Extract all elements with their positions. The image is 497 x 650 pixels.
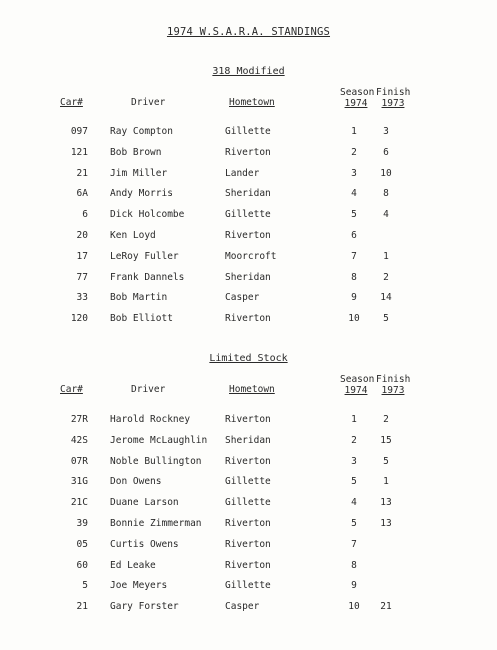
driver-name: Jerome McLaughlin (110, 434, 208, 446)
table-row (0, 292, 497, 306)
previous-finish: 8 (383, 188, 389, 200)
header-hometown: Hometown (229, 384, 275, 395)
section-title-modified: 318 Modified (212, 66, 285, 77)
hometown: Riverton (225, 146, 271, 158)
driver-name: Curtis Owens (110, 538, 179, 550)
table-row (0, 168, 497, 182)
table-row (0, 560, 497, 574)
table-row (0, 251, 497, 265)
car-number: 6A (76, 188, 88, 200)
hometown: Gillette (225, 476, 271, 488)
car-number: 6 (82, 209, 88, 221)
table-row (0, 414, 497, 428)
car-number: 121 (70, 146, 88, 158)
hometown: Gillette (225, 580, 271, 592)
season-rank: 5 (351, 518, 357, 529)
season-rank: 5 (351, 209, 357, 221)
car-number: 21 (76, 167, 88, 179)
driver-name: Bob Martin (110, 292, 168, 304)
car-number: 77 (76, 271, 88, 283)
season-rank: 6 (351, 230, 357, 241)
table-row (0, 188, 497, 202)
header-hometown: Hometown (229, 97, 275, 108)
car-number: 33 (76, 292, 88, 304)
car-number: 60 (76, 559, 88, 571)
driver-name: Don Owens (110, 476, 162, 488)
car-number: 21C (70, 497, 88, 509)
hometown: Gillette (225, 126, 271, 137)
table-row (0, 313, 497, 327)
hometown: Riverton (225, 538, 271, 550)
car-number: 20 (76, 230, 88, 241)
car-number: 07R (70, 455, 88, 467)
season-rank: 3 (351, 455, 357, 467)
previous-finish: 2 (383, 414, 389, 425)
car-number: 31G (70, 476, 88, 488)
car-number: 21 (76, 601, 88, 613)
header-car: Car# (60, 384, 83, 395)
driver-name: Andy Morris (110, 188, 173, 200)
season-rank: 10 (348, 601, 360, 613)
previous-finish: 4 (383, 209, 389, 221)
driver-name: Ken Loyd (110, 230, 156, 241)
season-rank: 9 (351, 292, 357, 304)
previous-finish: 21 (380, 601, 392, 613)
table-row (0, 456, 497, 470)
season-rank: 2 (351, 434, 357, 446)
driver-name: Jim Miller (110, 167, 168, 179)
car-number: 39 (76, 518, 88, 529)
season-rank: 5 (351, 476, 357, 488)
hometown: Sheridan (225, 271, 271, 283)
car-number: 17 (76, 250, 88, 262)
driver-name: Dick Holcombe (110, 209, 185, 221)
hometown: Riverton (225, 230, 271, 241)
driver-name: Joe Meyers (110, 580, 168, 592)
header-season: Season 1974 (340, 374, 375, 396)
season-rank: 8 (351, 559, 357, 571)
season-rank: 4 (351, 497, 357, 509)
driver-name: Harold Rockney (110, 414, 191, 425)
season-rank: 3 (351, 167, 357, 179)
table-row (0, 601, 497, 615)
hometown: Riverton (225, 518, 271, 529)
hometown: Riverton (225, 559, 271, 571)
driver-name: Frank Dannels (110, 271, 185, 283)
previous-finish: 6 (383, 146, 389, 158)
hometown: Gillette (225, 497, 271, 509)
car-number: 120 (70, 313, 88, 325)
season-rank: 7 (351, 538, 357, 550)
car-number: 42S (70, 434, 88, 446)
header-car: Car# (60, 97, 83, 108)
section-title-limited: Limited Stock (209, 353, 288, 364)
season-rank: 8 (351, 271, 357, 283)
car-number: 097 (70, 126, 88, 137)
car-number: 27R (70, 414, 88, 425)
previous-finish: 5 (383, 313, 389, 325)
driver-name: Noble Bullington (110, 455, 202, 467)
season-rank: 1 (351, 126, 357, 137)
car-number: 5 (82, 580, 88, 592)
previous-finish: 14 (380, 292, 392, 304)
driver-name: Ed Leake (110, 559, 156, 571)
previous-finish: 5 (383, 455, 389, 467)
table-row (0, 497, 497, 511)
header-finish: Finish 1973 (376, 374, 411, 396)
header-finish: Finish 1973 (376, 87, 411, 109)
header-season: Season 1974 (340, 87, 375, 109)
hometown: Sheridan (225, 188, 271, 200)
driver-name: LeRoy Fuller (110, 250, 179, 262)
document-title: 1974 W.S.A.R.A. STANDINGS (166, 26, 331, 38)
previous-finish: 13 (380, 497, 392, 509)
previous-finish: 3 (383, 126, 389, 137)
hometown: Moorcroft (225, 250, 277, 262)
table-row (0, 580, 497, 594)
driver-name: Bonnie Zimmerman (110, 518, 202, 529)
hometown: Riverton (225, 313, 271, 325)
car-number: 05 (76, 538, 88, 550)
season-rank: 7 (351, 250, 357, 262)
hometown: Casper (225, 601, 260, 613)
previous-finish: 15 (380, 434, 392, 446)
driver-name: Bob Brown (110, 146, 162, 158)
hometown: Lander (225, 167, 260, 179)
table-row (0, 435, 497, 449)
table-row (0, 518, 497, 532)
season-rank: 10 (348, 313, 360, 325)
hometown: Riverton (225, 455, 271, 467)
hometown: Casper (225, 292, 260, 304)
season-rank: 1 (351, 414, 357, 425)
table-row (0, 126, 497, 140)
table-row (0, 209, 497, 223)
previous-finish: 1 (383, 476, 389, 488)
hometown: Gillette (225, 209, 271, 221)
driver-name: Ray Compton (110, 126, 173, 137)
previous-finish: 13 (380, 518, 392, 529)
header-driver: Driver (131, 384, 166, 395)
season-rank: 9 (351, 580, 357, 592)
table-row (0, 147, 497, 161)
previous-finish: 1 (383, 250, 389, 262)
hometown: Sheridan (225, 434, 271, 446)
driver-name: Bob Elliott (110, 313, 173, 325)
season-rank: 4 (351, 188, 357, 200)
hometown: Riverton (225, 414, 271, 425)
table-row (0, 272, 497, 286)
driver-name: Duane Larson (110, 497, 179, 509)
header-driver: Driver (131, 97, 166, 108)
table-row (0, 539, 497, 553)
previous-finish: 2 (383, 271, 389, 283)
previous-finish: 10 (380, 167, 392, 179)
season-rank: 2 (351, 146, 357, 158)
table-row (0, 476, 497, 490)
driver-name: Gary Forster (110, 601, 179, 613)
table-row (0, 230, 497, 244)
